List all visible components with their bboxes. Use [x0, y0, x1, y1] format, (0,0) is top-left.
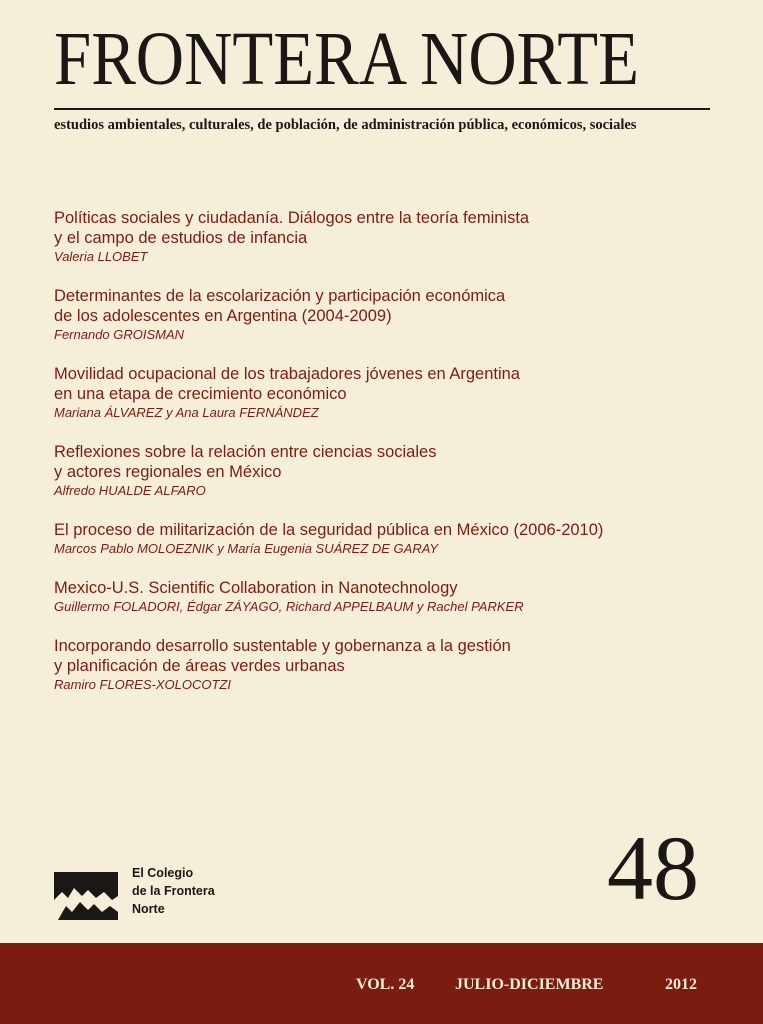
article-title-line: de los adolescentes en Argentina (2004-2009): [54, 307, 392, 325]
article-title: [54, 636, 654, 676]
article-author: Guillermo FOLADORI, Édgar ZÁYAGO, Richard APPELBAUM y Rachel PARKER: [54, 599, 524, 614]
article-item: [54, 442, 654, 499]
article-title-line: Determinantes de la escolarización y participación económica: [54, 287, 506, 305]
issue-number: 48: [607, 817, 699, 919]
publisher-line: Norte: [132, 902, 165, 916]
article-author: Marcos Pablo MOLOEZNIK y María Eugenia SUÁREZ DE GARAY: [54, 541, 439, 556]
article-title: [54, 520, 654, 540]
article-title: [54, 364, 654, 404]
article-title-line: Reflexiones sobre la relación entre ciencias sociales: [54, 443, 437, 461]
article-title: [54, 208, 654, 248]
article-title: [54, 286, 654, 326]
article-title-line: y actores regionales en México: [54, 463, 282, 481]
volume-label: VOL. 24: [356, 976, 415, 993]
article-list: [54, 208, 654, 714]
article-author: Mariana ÁLVAREZ y Ana Laura FERNÁNDEZ: [54, 405, 319, 420]
article-title-line: en una etapa de crecimiento económico: [54, 385, 347, 403]
article-item: [54, 636, 654, 693]
article-author: Alfredo HUALDE ALFARO: [54, 483, 206, 498]
publisher-line: El Colegio: [132, 866, 194, 880]
publisher-line: de la Frontera: [132, 884, 215, 898]
article-title-line: Incorporando desarrollo sustentable y gobernanza a la gestión: [54, 637, 511, 655]
masthead-rule: [54, 108, 710, 110]
article-item: [54, 364, 654, 421]
article-item: [54, 208, 654, 265]
article-author: Ramiro FLORES-XOLOCOTZI: [54, 677, 231, 692]
publisher-logo: [54, 864, 254, 924]
article-title-line: El proceso de militarización de la seguridad pública en México (2006-2010): [54, 521, 604, 539]
article-author: Valeria LLOBET: [54, 249, 148, 264]
year-label: 2012: [665, 976, 697, 993]
article-item: [54, 286, 654, 343]
article-title-line: Movilidad ocupacional de los trabajadores jóvenes en Argentina: [54, 365, 520, 383]
article-author: Fernando GROISMAN: [54, 327, 185, 342]
article-title-line: Políticas sociales y ciudadanía. Diálogos entre la teoría feminista: [54, 209, 530, 227]
mountain-logo-icon: [54, 872, 118, 920]
article-title: [54, 578, 654, 598]
article-item: [54, 578, 654, 615]
article-title: [54, 442, 654, 482]
journal-subtitle: estudios ambientales, culturales, de población, de administración pública, económicos, sociales: [54, 117, 637, 133]
article-title-line: Mexico-U.S. Scientific Collaboration in Nanotechnology: [54, 579, 458, 597]
article-title-line: y el campo de estudios de infancia: [54, 229, 308, 247]
journal-title: FRONTERA NORTE: [54, 17, 639, 101]
article-title-line: y planificación de áreas verdes urbanas: [54, 657, 345, 675]
period-label: JULIO-DICIEMBRE: [455, 976, 604, 993]
publisher-name: [132, 864, 215, 918]
article-item: [54, 520, 654, 557]
